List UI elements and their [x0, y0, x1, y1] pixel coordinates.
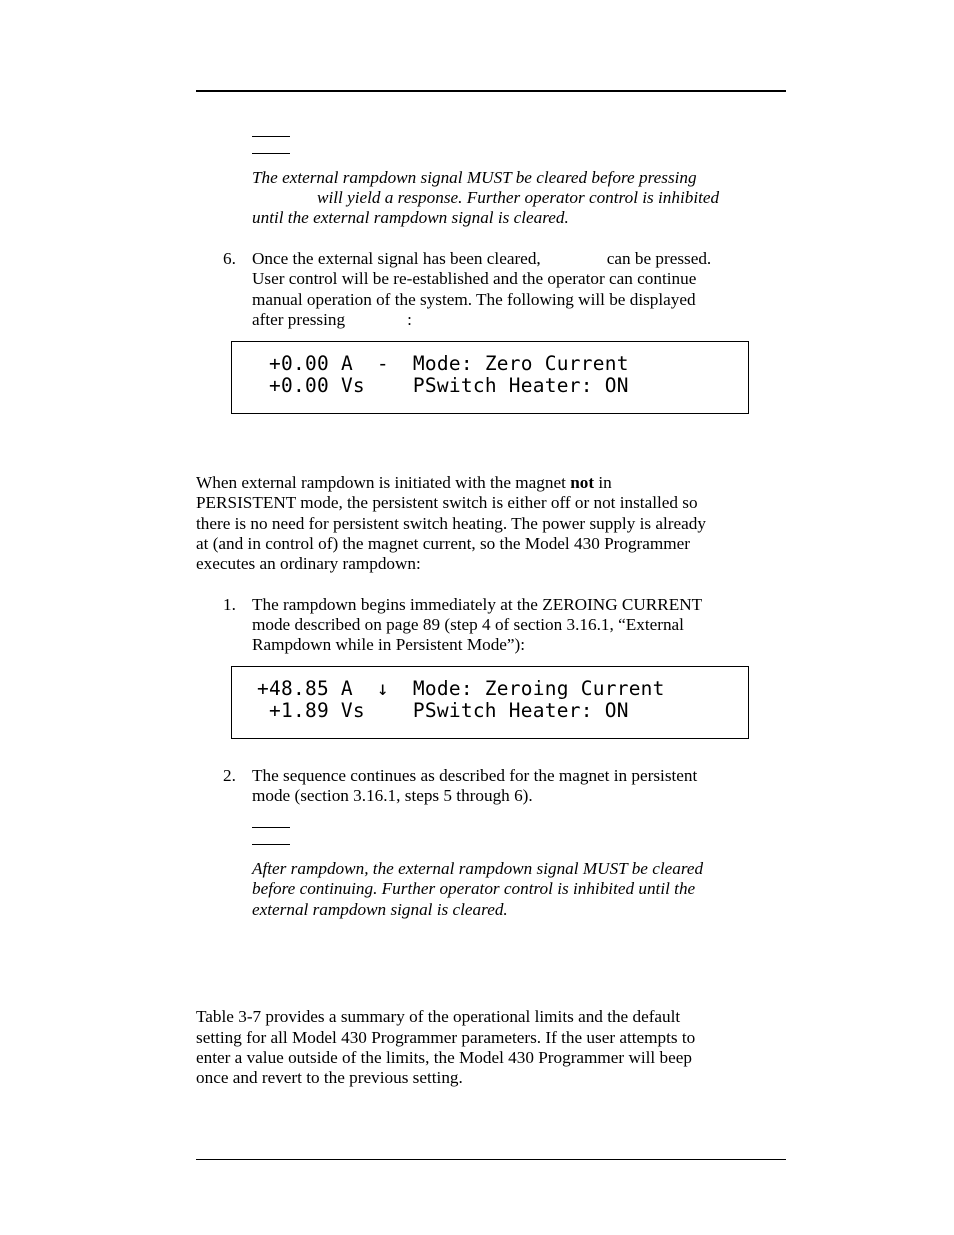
display-box-zeroing-current	[231, 666, 749, 739]
step2-line1: The sequence continues as described for the magnet in persistent	[252, 766, 698, 785]
note-text-line2: will yield a response. Further operator control is inhibited	[317, 188, 720, 207]
display2-line2: +1.89 Vs PSwitch Heater: ON	[257, 699, 629, 722]
limits-line3: enter a value outside of the limits, the Model 430 Programmer will beep	[196, 1048, 692, 1067]
note-text-line3: until the external rampdown signal is cleared.	[252, 208, 569, 227]
step-number-2: 2.	[223, 766, 236, 785]
step6-line4: after pressing :	[252, 310, 412, 329]
intro-line3: there is no need for persistent switch heating. The power supply is already	[196, 514, 706, 533]
footer-rule	[196, 1159, 786, 1160]
display1-line2: +0.00 Vs PSwitch Heater: ON	[269, 374, 629, 397]
note-rule-bottom	[252, 153, 290, 154]
display-box-zero-current	[231, 341, 749, 414]
limits-line1: Table 3-7 provides a summary of the operational limits and the default	[196, 1007, 681, 1026]
step1-line1: The rampdown begins immediately at the ZEROING CURRENT	[252, 595, 703, 614]
step2-line2: mode (section 3.16.1, steps 5 through 6).	[252, 786, 533, 805]
note2-rule-top	[252, 827, 290, 828]
display1-line1: +0.00 A - Mode: Zero Current	[269, 352, 629, 375]
step6-line1: Once the external signal has been cleared, can be pressed.	[252, 249, 712, 268]
step6-line3: manual operation of the system. The following will be displayed	[252, 290, 696, 309]
limits-line4: once and revert to the previous setting.	[196, 1068, 463, 1087]
step-number-1: 1.	[223, 595, 236, 614]
header-rule	[196, 90, 786, 92]
intro-line4: at (and in control of) the magnet current, so the Model 430 Programmer	[196, 534, 690, 553]
step-number-6: 6.	[223, 249, 236, 268]
step1-line2: mode described on page 89 (step 4 of section 3.16.1, “External	[252, 615, 684, 634]
note2-line2: before continuing. Further operator control is inhibited until the	[252, 879, 696, 898]
step1-line3: Rampdown while in Persistent Mode”):	[252, 635, 526, 654]
intro-line2: PERSISTENT mode, the persistent switch is either off or not installed so	[196, 493, 698, 512]
note2-line3: external rampdown signal is cleared.	[252, 900, 508, 919]
display2-line1: +48.85 A ↓ Mode: Zeroing Current	[257, 677, 665, 700]
note-text-line1: The external rampdown signal MUST be cleared before pressing	[252, 168, 697, 187]
note-rule-top	[252, 136, 290, 137]
intro-line5: executes an ordinary rampdown:	[196, 554, 421, 573]
limits-line2: setting for all Model 430 Programmer parameters. If the user attempts to	[196, 1028, 696, 1047]
note2-line1: After rampdown, the external rampdown signal MUST be cleared	[252, 859, 704, 878]
note2-rule-bottom	[252, 844, 290, 845]
step6-line2: User control will be re-established and the operator can continue	[252, 269, 697, 288]
intro-line1: When external rampdown is initiated with the magnet not in	[196, 473, 612, 492]
